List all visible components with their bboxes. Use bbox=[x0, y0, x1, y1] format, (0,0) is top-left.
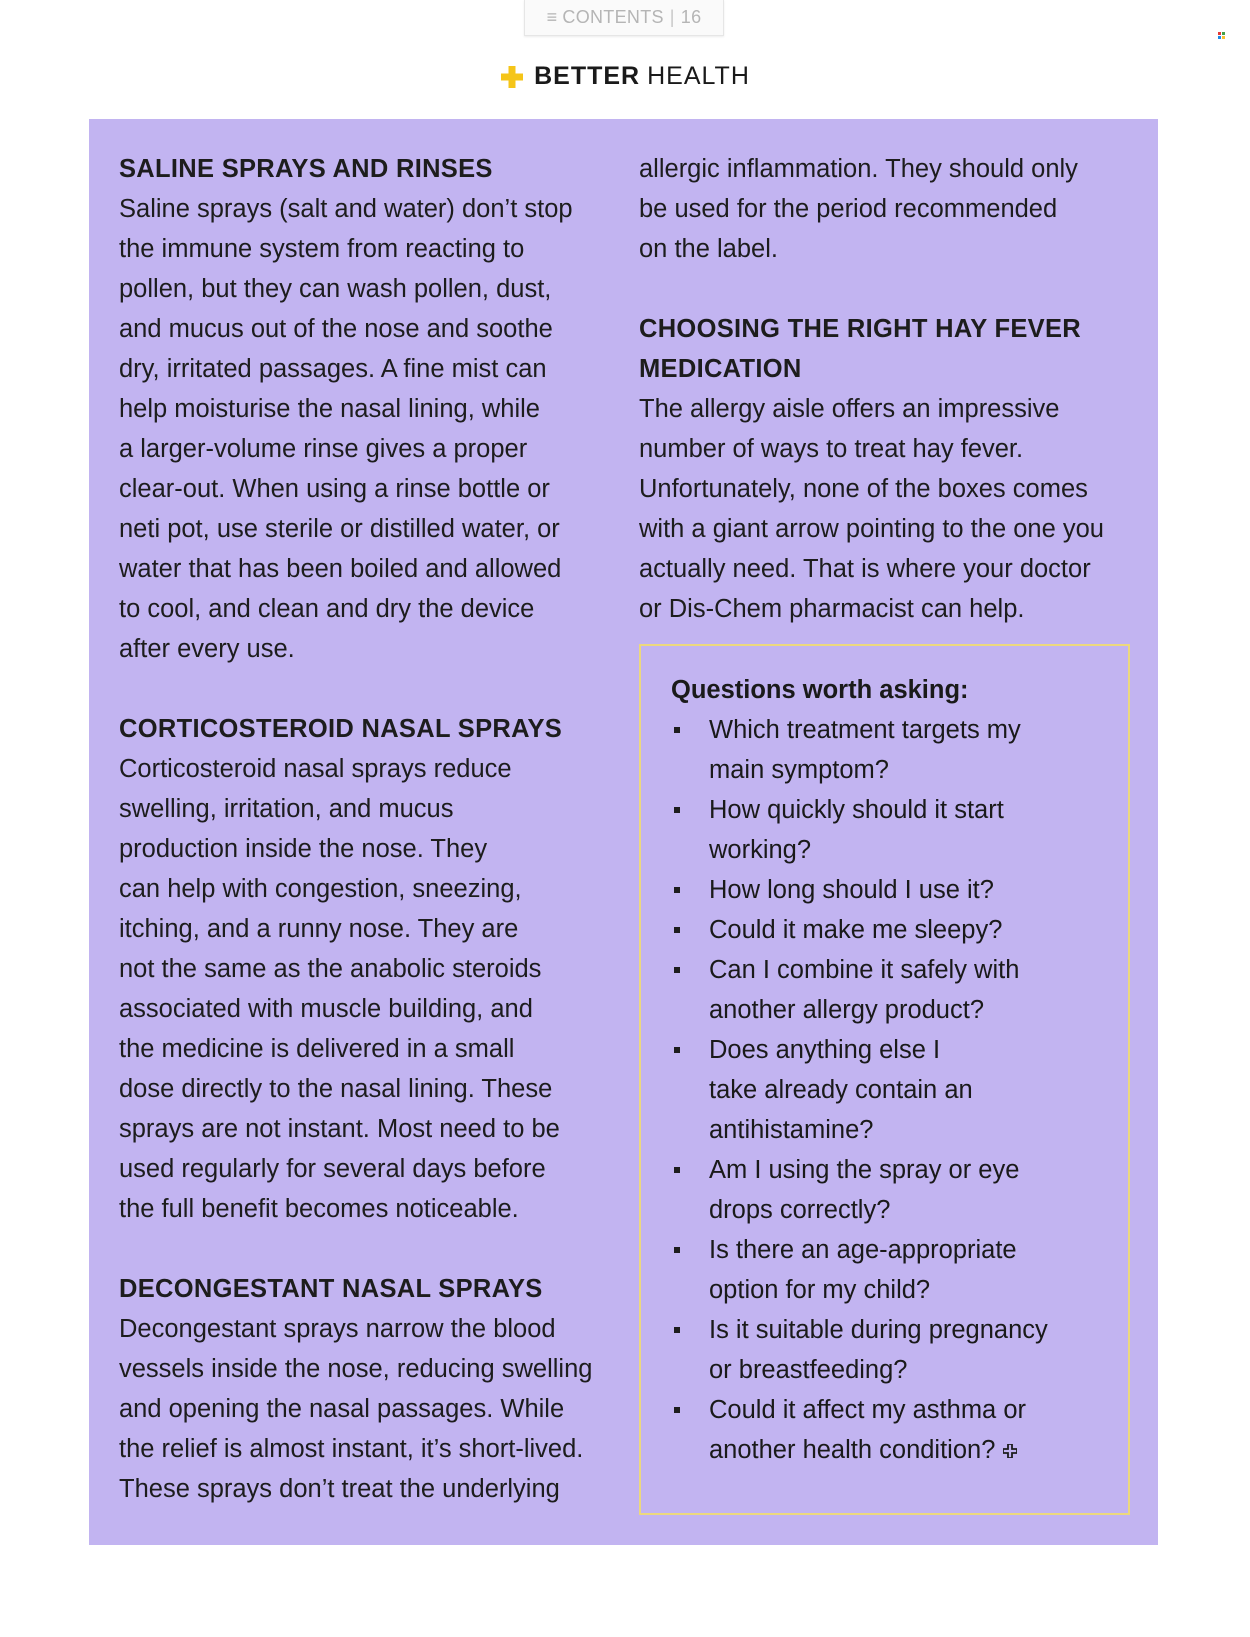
tab-divider: | bbox=[669, 7, 675, 27]
text-line: help moisturise the nasal lining, while bbox=[119, 395, 540, 423]
bullet-icon bbox=[674, 887, 680, 893]
section-body-choosing bbox=[639, 389, 1139, 629]
question-item: Could it affect my asthma or another health condition? bbox=[671, 1390, 1111, 1470]
text-line: the full benefit becomes noticeable. bbox=[119, 1195, 519, 1223]
brand-word-better: BETTER bbox=[534, 62, 641, 90]
bullet-icon bbox=[674, 807, 680, 813]
text-line: and mucus out of the nose and soothe bbox=[119, 315, 553, 343]
text-line: be used for the period recommended bbox=[639, 195, 1058, 223]
text-line: allergic inflammation. They should only bbox=[639, 155, 1078, 183]
section-body-corticosteroid bbox=[119, 749, 619, 1229]
question-item: How long should I use it? bbox=[671, 870, 1111, 910]
question-item: Is it suitable during pregnancy or breastfeeding? bbox=[671, 1310, 1111, 1390]
contents-label: CONTENTS bbox=[562, 7, 664, 27]
text-line: vessels inside the nose, reducing swelling bbox=[119, 1355, 593, 1383]
bullet-icon bbox=[674, 1327, 680, 1333]
section-heading-saline: SALINE SPRAYS AND RINSES bbox=[119, 155, 493, 183]
page-number: 16 bbox=[680, 7, 702, 27]
section-heading-corticosteroid: CORTICOSTEROID NASAL SPRAYS bbox=[119, 715, 563, 743]
text-line: sprays are not instant. Most need to be bbox=[119, 1115, 560, 1143]
questions-box bbox=[639, 644, 1130, 1515]
heading-line: CHOOSING THE RIGHT HAY FEVER bbox=[639, 315, 1081, 343]
text-line: a larger-volume rinse gives a proper bbox=[119, 435, 528, 463]
bullet-icon bbox=[674, 1247, 680, 1253]
section-heading-choosing bbox=[639, 309, 1139, 389]
text-line: or Dis-Chem pharmacist can help. bbox=[639, 595, 1025, 623]
left-column bbox=[119, 149, 619, 1509]
contents-tab[interactable] bbox=[524, 0, 724, 36]
text-line: the immune system from reacting to bbox=[119, 235, 525, 263]
brand-header bbox=[0, 62, 1250, 91]
text-line: associated with muscle building, and bbox=[119, 995, 533, 1023]
text-line: dose directly to the nasal lining. These bbox=[119, 1075, 553, 1103]
text-line: water that has been boiled and allowed bbox=[119, 555, 562, 583]
text-line: Unfortunately, none of the boxes comes bbox=[639, 475, 1088, 503]
text-line: dry, irritated passages. A fine mist can bbox=[119, 355, 547, 383]
text-line: actually need. That is where your doctor bbox=[639, 555, 1091, 583]
end-mark-icon bbox=[1003, 1444, 1017, 1458]
text-line: the medicine is delivered in a small bbox=[119, 1035, 515, 1063]
text-line: neti pot, use sterile or distilled water, or bbox=[119, 515, 560, 543]
text-line: Saline sprays (salt and water) don’t stop bbox=[119, 195, 573, 223]
text-line: Corticosteroid nasal sprays reduce bbox=[119, 755, 512, 783]
text-line: The allergy aisle offers an impressive bbox=[639, 395, 1060, 423]
text-line: and opening the nasal passages. While bbox=[119, 1395, 565, 1423]
bullet-icon bbox=[674, 1167, 680, 1173]
bullet-icon bbox=[674, 927, 680, 933]
right-column bbox=[639, 149, 1139, 629]
text-line: These sprays don’t treat the underlying bbox=[119, 1475, 560, 1503]
corner-mark-icon bbox=[1218, 32, 1226, 40]
text-line: after every use. bbox=[119, 635, 295, 663]
question-item: Is there an age-appropriate option for my child? bbox=[671, 1230, 1111, 1310]
questions-heading: Questions worth asking: bbox=[671, 676, 969, 704]
heading-line: MEDICATION bbox=[639, 355, 802, 383]
brand-word-health: HEALTH bbox=[647, 62, 750, 90]
text-line: production inside the nose. They bbox=[119, 835, 488, 863]
questions-list bbox=[671, 710, 1111, 1470]
menu-icon: ≡ bbox=[546, 7, 558, 27]
section-body-saline bbox=[119, 189, 619, 669]
text-line: used regularly for several days before bbox=[119, 1155, 546, 1183]
text-line: can help with congestion, sneezing, bbox=[119, 875, 522, 903]
text-line: number of ways to treat hay fever. bbox=[639, 435, 1024, 463]
question-item: Am I using the spray or eye drops correctly? bbox=[671, 1150, 1111, 1230]
text-line: clear-out. When using a rinse bottle or bbox=[119, 475, 550, 503]
bullet-icon bbox=[674, 967, 680, 973]
plus-cross-icon bbox=[500, 65, 524, 89]
question-item: Can I combine it safely with another allergy product? bbox=[671, 950, 1111, 1030]
text-line: swelling, irritation, and mucus bbox=[119, 795, 454, 823]
section-body-decongestant bbox=[119, 1309, 619, 1509]
section-body-decongestant-continued bbox=[639, 149, 1139, 269]
text-line: with a giant arrow pointing to the one you bbox=[639, 515, 1104, 543]
question-item: Could it make me sleepy? bbox=[671, 910, 1111, 950]
text-line: Decongestant sprays narrow the blood bbox=[119, 1315, 556, 1343]
text-line: itching, and a runny nose. They are bbox=[119, 915, 519, 943]
text-line: pollen, but they can wash pollen, dust, bbox=[119, 275, 552, 303]
text-line: not the same as the anabolic steroids bbox=[119, 955, 542, 983]
question-item: Which treatment targets my main symptom? bbox=[671, 710, 1111, 790]
text-line: the relief is almost instant, it’s short-lived. bbox=[119, 1435, 584, 1463]
question-item: How quickly should it start working? bbox=[671, 790, 1111, 870]
text-line: to cool, and clean and dry the device bbox=[119, 595, 535, 623]
section-heading-decongestant: DECONGESTANT NASAL SPRAYS bbox=[119, 1275, 543, 1303]
question-item: Does anything else I take already contain an antihistamine? bbox=[671, 1030, 1111, 1150]
bullet-icon bbox=[674, 1407, 680, 1413]
text-line: on the label. bbox=[639, 235, 778, 263]
bullet-icon bbox=[674, 1047, 680, 1053]
bullet-icon bbox=[674, 727, 680, 733]
